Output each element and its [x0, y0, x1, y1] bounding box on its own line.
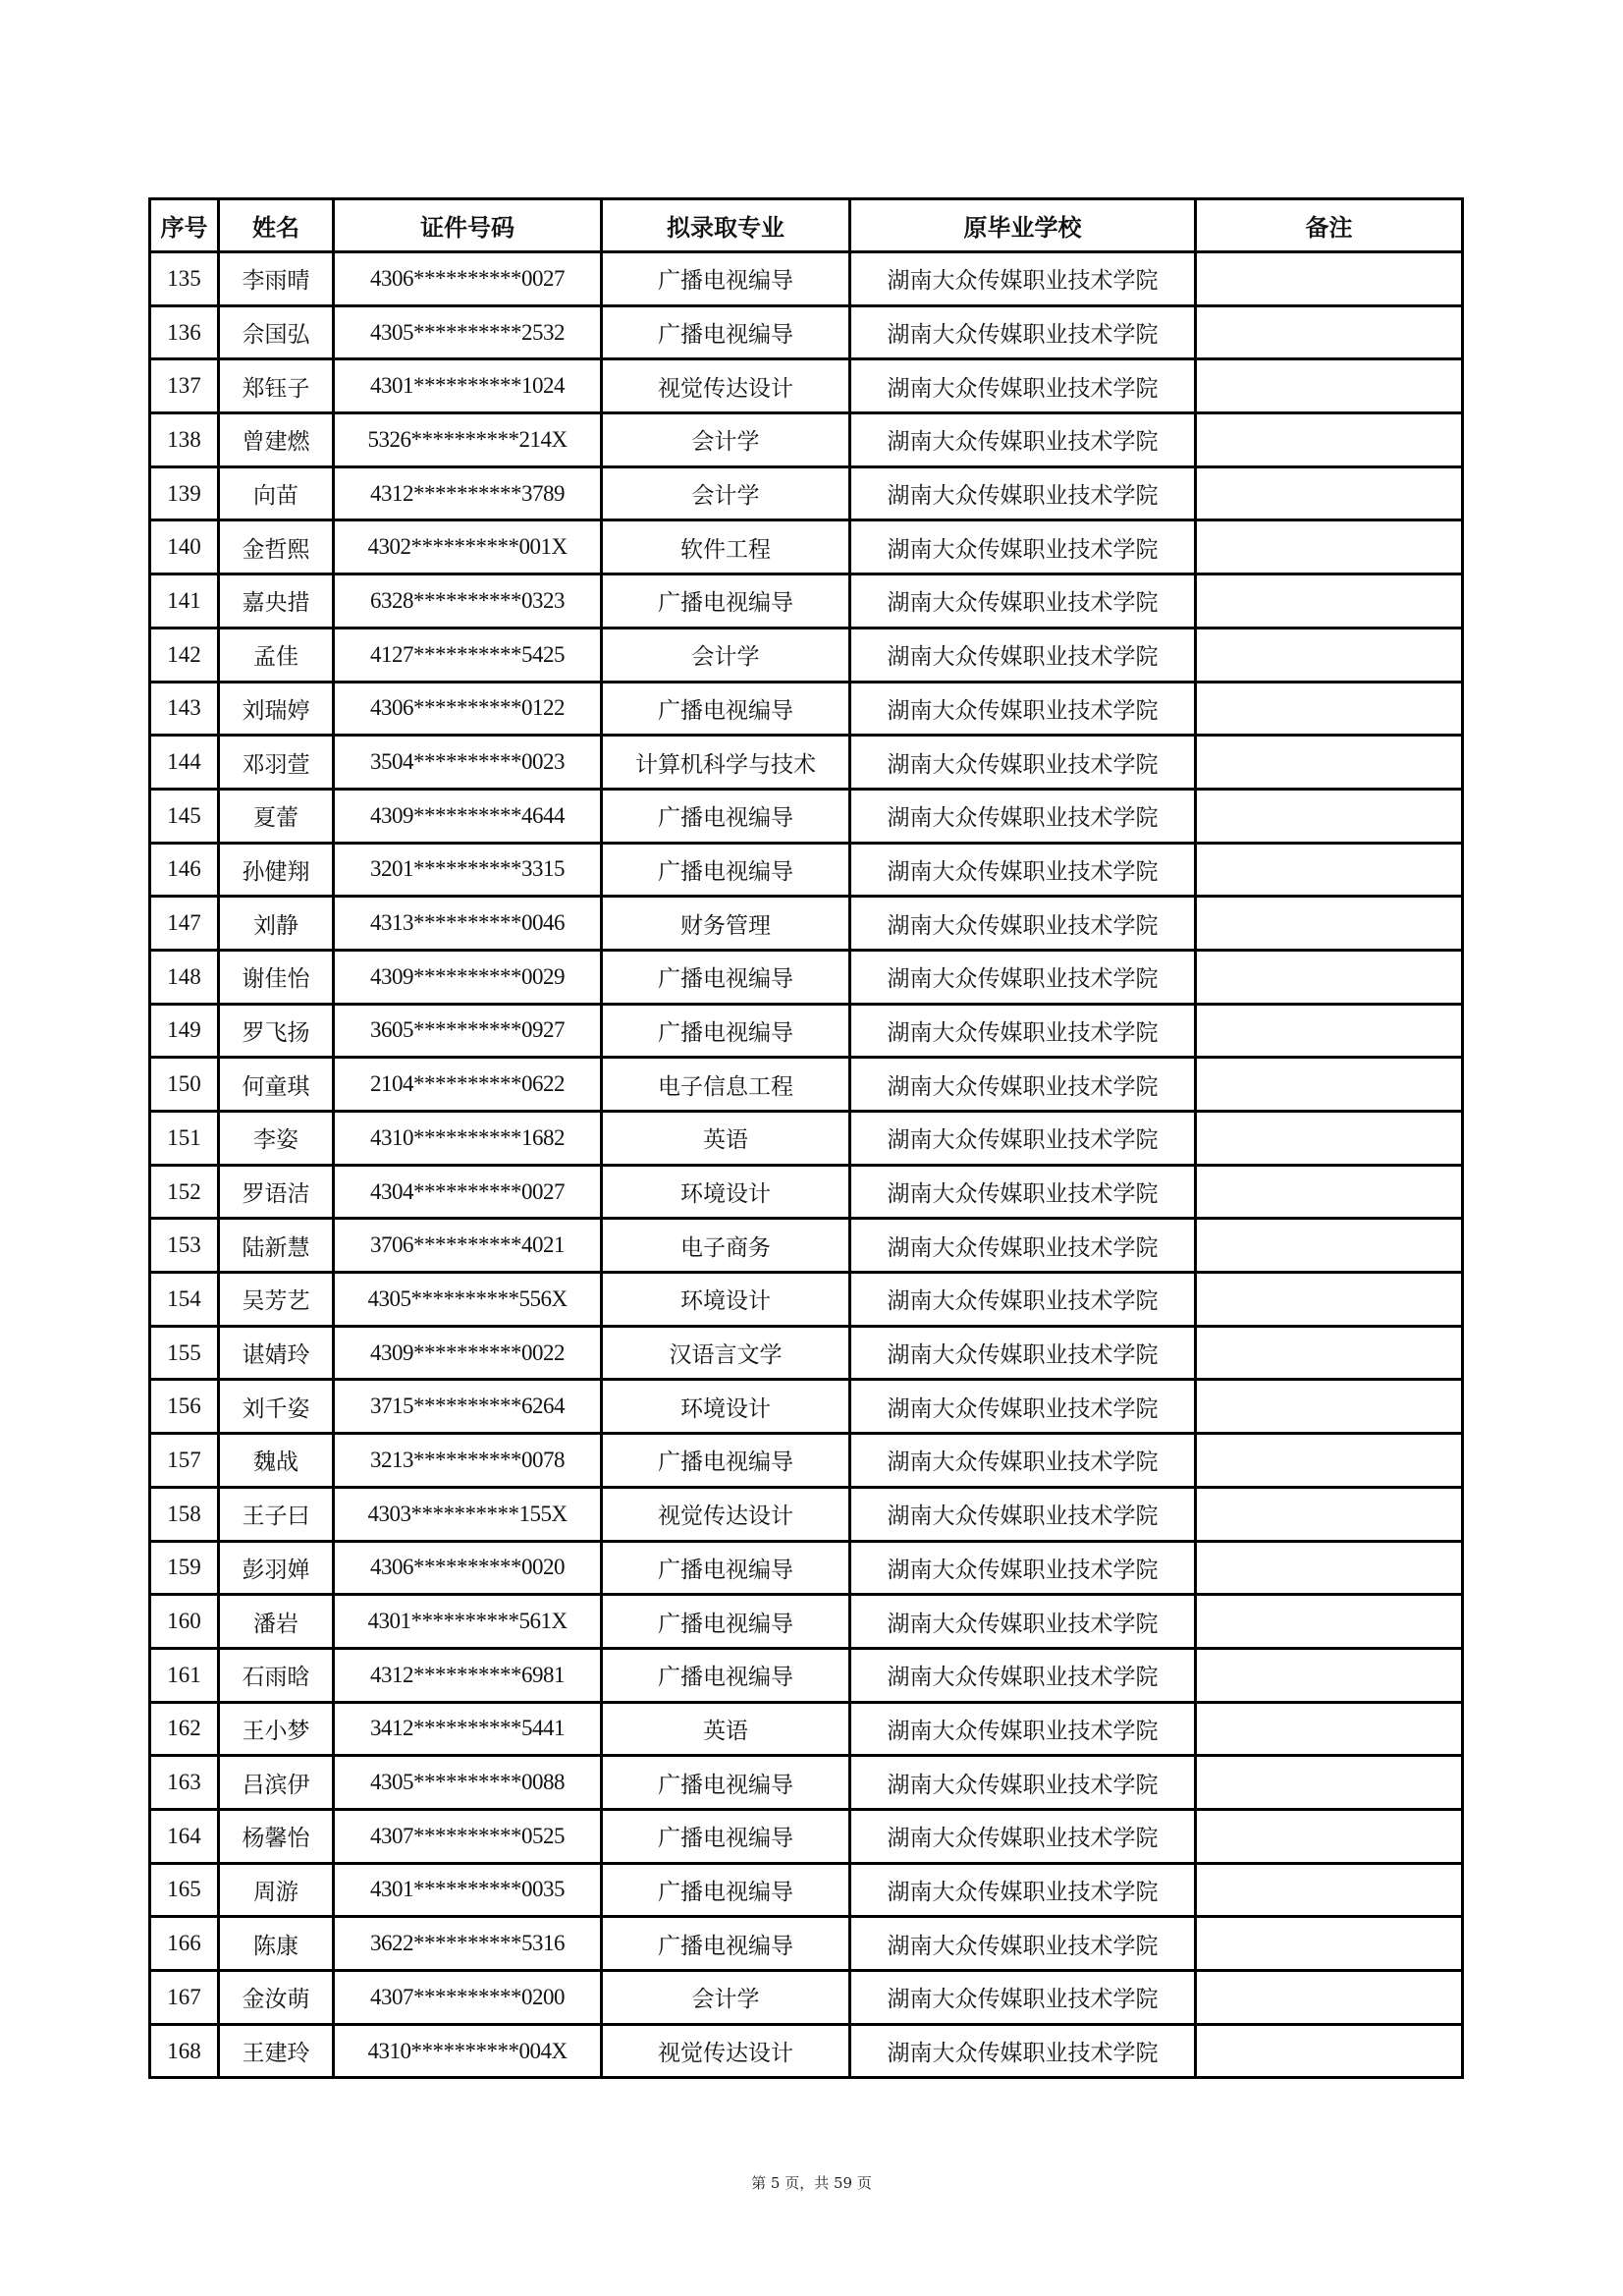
table-row	[150, 1004, 1463, 1058]
cell-admitted-major: 会计学	[602, 466, 850, 520]
cell-serial-number: 145	[150, 789, 219, 843]
cell-admitted-major: 英语	[602, 1112, 850, 1166]
cell-serial-number: 167	[150, 1971, 219, 2025]
cell-id-number: 4301**********1024	[334, 359, 602, 413]
cell-admitted-major: 环境设计	[602, 1380, 850, 1434]
cell-graduated-school: 湖南大众传媒职业技术学院	[850, 1165, 1196, 1219]
cell-admitted-major: 软件工程	[602, 520, 850, 574]
table-row	[150, 950, 1463, 1004]
cell-name: 孟佳	[219, 628, 334, 682]
cell-name: 潘岩	[219, 1595, 334, 1649]
cell-id-number: 4310**********1682	[334, 1112, 602, 1166]
cell-id-number: 2104**********0622	[334, 1058, 602, 1112]
cell-name: 王小梦	[219, 1702, 334, 1756]
table-row	[150, 1219, 1463, 1273]
cell-admitted-major: 环境设计	[602, 1273, 850, 1327]
cell-admitted-major: 电子信息工程	[602, 1058, 850, 1112]
cell-remarks	[1196, 305, 1463, 359]
cell-remarks	[1196, 574, 1463, 629]
cell-remarks	[1196, 252, 1463, 306]
cell-graduated-school: 湖南大众传媒职业技术学院	[850, 252, 1196, 306]
cell-serial-number: 144	[150, 736, 219, 790]
cell-remarks	[1196, 466, 1463, 520]
cell-graduated-school: 湖南大众传媒职业技术学院	[850, 1917, 1196, 1971]
header-name: 姓名	[219, 199, 334, 252]
cell-serial-number: 151	[150, 1112, 219, 1166]
cell-id-number: 4306**********0027	[334, 252, 602, 306]
table-row	[150, 1863, 1463, 1917]
cell-serial-number: 137	[150, 359, 219, 413]
cell-name: 刘瑞婷	[219, 682, 334, 736]
cell-name: 罗飞扬	[219, 1004, 334, 1058]
cell-serial-number: 163	[150, 1756, 219, 1810]
table-row	[150, 1756, 1463, 1810]
cell-remarks	[1196, 1434, 1463, 1488]
cell-id-number: 4312**********6981	[334, 1648, 602, 1702]
cell-id-number: 4313**********0046	[334, 897, 602, 951]
table-row	[150, 789, 1463, 843]
cell-graduated-school: 湖南大众传媒职业技术学院	[850, 1058, 1196, 1112]
cell-id-number: 3213**********0078	[334, 1434, 602, 1488]
cell-graduated-school: 湖南大众传媒职业技术学院	[850, 466, 1196, 520]
cell-name: 魏战	[219, 1434, 334, 1488]
cell-serial-number: 166	[150, 1917, 219, 1971]
cell-admitted-major: 广播电视编导	[602, 843, 850, 897]
cell-name: 陆新慧	[219, 1219, 334, 1273]
cell-admitted-major: 会计学	[602, 413, 850, 467]
cell-id-number: 4303**********155X	[334, 1487, 602, 1541]
cell-graduated-school: 湖南大众传媒职业技术学院	[850, 574, 1196, 629]
cell-remarks	[1196, 1380, 1463, 1434]
cell-serial-number: 143	[150, 682, 219, 736]
table-row	[150, 1487, 1463, 1541]
table-row	[150, 1971, 1463, 2025]
cell-serial-number: 146	[150, 843, 219, 897]
table-body	[150, 252, 1463, 2078]
cell-name: 罗语洁	[219, 1165, 334, 1219]
cell-name: 金哲熙	[219, 520, 334, 574]
table-row	[150, 1434, 1463, 1488]
cell-remarks	[1196, 1863, 1463, 1917]
cell-graduated-school: 湖南大众传媒职业技术学院	[850, 682, 1196, 736]
cell-name: 彭羽婵	[219, 1541, 334, 1595]
cell-remarks	[1196, 1165, 1463, 1219]
cell-name: 何童琪	[219, 1058, 334, 1112]
cell-admitted-major: 广播电视编导	[602, 789, 850, 843]
cell-remarks	[1196, 1058, 1463, 1112]
table-row	[150, 1917, 1463, 1971]
table-row	[150, 843, 1463, 897]
cell-id-number: 4305**********0088	[334, 1756, 602, 1810]
cell-id-number: 4309**********0029	[334, 950, 602, 1004]
table-row	[150, 1165, 1463, 1219]
cell-serial-number: 161	[150, 1648, 219, 1702]
cell-serial-number: 156	[150, 1380, 219, 1434]
cell-id-number: 4304**********0027	[334, 1165, 602, 1219]
cell-serial-number: 153	[150, 1219, 219, 1273]
cell-serial-number: 149	[150, 1004, 219, 1058]
cell-serial-number: 148	[150, 950, 219, 1004]
header-admitted-major: 拟录取专业	[602, 199, 850, 252]
cell-serial-number: 159	[150, 1541, 219, 1595]
cell-id-number: 3715**********6264	[334, 1380, 602, 1434]
table-row	[150, 305, 1463, 359]
header-serial-number: 序号	[150, 199, 219, 252]
cell-admitted-major: 广播电视编导	[602, 305, 850, 359]
cell-remarks	[1196, 1648, 1463, 1702]
cell-id-number: 4302**********001X	[334, 520, 602, 574]
cell-name: 夏蕾	[219, 789, 334, 843]
cell-name: 孙健翔	[219, 843, 334, 897]
cell-serial-number: 157	[150, 1434, 219, 1488]
cell-name: 吴芳艺	[219, 1273, 334, 1327]
cell-graduated-school: 湖南大众传媒职业技术学院	[850, 1541, 1196, 1595]
cell-remarks	[1196, 897, 1463, 951]
cell-serial-number: 154	[150, 1273, 219, 1327]
cell-serial-number: 139	[150, 466, 219, 520]
cell-graduated-school: 湖南大众传媒职业技术学院	[850, 1004, 1196, 1058]
cell-admitted-major: 会计学	[602, 628, 850, 682]
cell-name: 石雨晗	[219, 1648, 334, 1702]
cell-serial-number: 141	[150, 574, 219, 629]
cell-graduated-school: 湖南大众传媒职业技术学院	[850, 628, 1196, 682]
cell-remarks	[1196, 1702, 1463, 1756]
table-row	[150, 1648, 1463, 1702]
cell-admitted-major: 英语	[602, 1702, 850, 1756]
cell-admitted-major: 广播电视编导	[602, 1434, 850, 1488]
cell-graduated-school: 湖南大众传媒职业技术学院	[850, 1595, 1196, 1649]
cell-graduated-school: 湖南大众传媒职业技术学院	[850, 1756, 1196, 1810]
cell-id-number: 4301**********561X	[334, 1595, 602, 1649]
cell-graduated-school: 湖南大众传媒职业技术学院	[850, 950, 1196, 1004]
admission-roster-table	[148, 197, 1464, 2079]
cell-name: 谢佳怡	[219, 950, 334, 1004]
cell-admitted-major: 广播电视编导	[602, 1863, 850, 1917]
cell-id-number: 3706**********4021	[334, 1219, 602, 1273]
cell-remarks	[1196, 1971, 1463, 2025]
table-row	[150, 1380, 1463, 1434]
cell-name: 谌婧玲	[219, 1326, 334, 1380]
cell-id-number: 4309**********0022	[334, 1326, 602, 1380]
header-id-number: 证件号码	[334, 199, 602, 252]
cell-admitted-major: 广播电视编导	[602, 1004, 850, 1058]
cell-remarks	[1196, 1219, 1463, 1273]
cell-admitted-major: 广播电视编导	[602, 950, 850, 1004]
cell-name: 刘千姿	[219, 1380, 334, 1434]
cell-admitted-major: 电子商务	[602, 1219, 850, 1273]
cell-admitted-major: 视觉传达设计	[602, 359, 850, 413]
cell-graduated-school: 湖南大众传媒职业技术学院	[850, 1648, 1196, 1702]
cell-id-number: 4307**********0525	[334, 1809, 602, 1863]
cell-name: 佘国弘	[219, 305, 334, 359]
cell-graduated-school: 湖南大众传媒职业技术学院	[850, 1273, 1196, 1327]
cell-graduated-school: 湖南大众传媒职业技术学院	[850, 305, 1196, 359]
cell-admitted-major: 广播电视编导	[602, 1648, 850, 1702]
cell-name: 李雨晴	[219, 252, 334, 306]
table-row	[150, 1112, 1463, 1166]
cell-name: 郑钰子	[219, 359, 334, 413]
cell-id-number: 4305**********2532	[334, 305, 602, 359]
table-row	[150, 1541, 1463, 1595]
cell-name: 王子曰	[219, 1487, 334, 1541]
cell-serial-number: 168	[150, 2024, 219, 2078]
cell-admitted-major: 视觉传达设计	[602, 2024, 850, 2078]
table-row	[150, 359, 1463, 413]
cell-graduated-school: 湖南大众传媒职业技术学院	[850, 897, 1196, 951]
cell-serial-number: 147	[150, 897, 219, 951]
header-remarks: 备注	[1196, 199, 1463, 252]
cell-remarks	[1196, 1004, 1463, 1058]
cell-remarks	[1196, 413, 1463, 467]
page-number-footer: 第 5 页，共 59 页	[751, 2174, 872, 2192]
cell-admitted-major: 环境设计	[602, 1165, 850, 1219]
cell-name: 嘉央措	[219, 574, 334, 629]
cell-name: 吕滨伊	[219, 1756, 334, 1810]
cell-admitted-major: 会计学	[602, 1971, 850, 2025]
cell-remarks	[1196, 1809, 1463, 1863]
cell-admitted-major: 广播电视编导	[602, 682, 850, 736]
cell-serial-number: 142	[150, 628, 219, 682]
cell-remarks	[1196, 1112, 1463, 1166]
cell-admitted-major: 计算机科学与技术	[602, 736, 850, 790]
cell-serial-number: 138	[150, 413, 219, 467]
table-row	[150, 1809, 1463, 1863]
cell-id-number: 3412**********5441	[334, 1702, 602, 1756]
cell-graduated-school: 湖南大众传媒职业技术学院	[850, 1487, 1196, 1541]
table-row	[150, 1595, 1463, 1649]
cell-serial-number: 162	[150, 1702, 219, 1756]
cell-name: 刘静	[219, 897, 334, 951]
table-row	[150, 628, 1463, 682]
cell-id-number: 4307**********0200	[334, 1971, 602, 2025]
cell-remarks	[1196, 843, 1463, 897]
cell-name: 邓羽萱	[219, 736, 334, 790]
cell-remarks	[1196, 2024, 1463, 2078]
table-row	[150, 2024, 1463, 2078]
cell-graduated-school: 湖南大众传媒职业技术学院	[850, 1112, 1196, 1166]
cell-graduated-school: 湖南大众传媒职业技术学院	[850, 843, 1196, 897]
cell-remarks	[1196, 1917, 1463, 1971]
table-row	[150, 1702, 1463, 1756]
table-row	[150, 1326, 1463, 1380]
cell-remarks	[1196, 1273, 1463, 1327]
cell-admitted-major: 汉语言文学	[602, 1326, 850, 1380]
cell-id-number: 4306**********0122	[334, 682, 602, 736]
cell-id-number: 6328**********0323	[334, 574, 602, 629]
cell-graduated-school: 湖南大众传媒职业技术学院	[850, 359, 1196, 413]
cell-graduated-school: 湖南大众传媒职业技术学院	[850, 789, 1196, 843]
cell-remarks	[1196, 950, 1463, 1004]
table-row	[150, 736, 1463, 790]
cell-admitted-major: 广播电视编导	[602, 1595, 850, 1649]
cell-remarks	[1196, 1487, 1463, 1541]
cell-remarks	[1196, 1326, 1463, 1380]
cell-graduated-school: 湖南大众传媒职业技术学院	[850, 1219, 1196, 1273]
cell-admitted-major: 广播电视编导	[602, 574, 850, 629]
cell-serial-number: 160	[150, 1595, 219, 1649]
cell-name: 陈康	[219, 1917, 334, 1971]
table-row	[150, 1273, 1463, 1327]
cell-remarks	[1196, 628, 1463, 682]
cell-serial-number: 158	[150, 1487, 219, 1541]
table-row	[150, 413, 1463, 467]
cell-graduated-school: 湖南大众传媒职业技术学院	[850, 1434, 1196, 1488]
cell-remarks	[1196, 1595, 1463, 1649]
cell-graduated-school: 湖南大众传媒职业技术学院	[850, 1380, 1196, 1434]
cell-remarks	[1196, 1756, 1463, 1810]
cell-serial-number: 136	[150, 305, 219, 359]
cell-serial-number: 165	[150, 1863, 219, 1917]
cell-id-number: 4310**********004X	[334, 2024, 602, 2078]
cell-id-number: 4306**********0020	[334, 1541, 602, 1595]
cell-admitted-major: 广播电视编导	[602, 1917, 850, 1971]
header-graduated-school: 原毕业学校	[850, 199, 1196, 252]
cell-id-number: 3504**********0023	[334, 736, 602, 790]
cell-id-number: 3622**********5316	[334, 1917, 602, 1971]
cell-graduated-school: 湖南大众传媒职业技术学院	[850, 1326, 1196, 1380]
cell-graduated-school: 湖南大众传媒职业技术学院	[850, 736, 1196, 790]
cell-admitted-major: 广播电视编导	[602, 1809, 850, 1863]
cell-id-number: 4309**********4644	[334, 789, 602, 843]
cell-admitted-major: 广播电视编导	[602, 1541, 850, 1595]
cell-admitted-major: 财务管理	[602, 897, 850, 951]
cell-id-number: 4301**********0035	[334, 1863, 602, 1917]
table-row	[150, 520, 1463, 574]
cell-graduated-school: 湖南大众传媒职业技术学院	[850, 1971, 1196, 2025]
cell-graduated-school: 湖南大众传媒职业技术学院	[850, 1809, 1196, 1863]
table-row	[150, 252, 1463, 306]
cell-name: 李姿	[219, 1112, 334, 1166]
cell-graduated-school: 湖南大众传媒职业技术学院	[850, 1702, 1196, 1756]
cell-remarks	[1196, 359, 1463, 413]
cell-id-number: 4312**********3789	[334, 466, 602, 520]
table-row	[150, 574, 1463, 629]
cell-serial-number: 152	[150, 1165, 219, 1219]
cell-name: 周游	[219, 1863, 334, 1917]
table-row	[150, 897, 1463, 951]
cell-id-number: 5326**********214X	[334, 413, 602, 467]
cell-graduated-school: 湖南大众传媒职业技术学院	[850, 2024, 1196, 2078]
cell-serial-number: 164	[150, 1809, 219, 1863]
cell-graduated-school: 湖南大众传媒职业技术学院	[850, 520, 1196, 574]
cell-name: 杨馨怡	[219, 1809, 334, 1863]
cell-name: 王建玲	[219, 2024, 334, 2078]
cell-remarks	[1196, 520, 1463, 574]
cell-serial-number: 135	[150, 252, 219, 306]
cell-remarks	[1196, 736, 1463, 790]
cell-admitted-major: 视觉传达设计	[602, 1487, 850, 1541]
cell-name: 向苗	[219, 466, 334, 520]
cell-serial-number: 140	[150, 520, 219, 574]
cell-id-number: 3605**********0927	[334, 1004, 602, 1058]
cell-remarks	[1196, 789, 1463, 843]
table-header-row	[150, 199, 1463, 252]
cell-id-number: 4305**********556X	[334, 1273, 602, 1327]
table-row	[150, 682, 1463, 736]
cell-remarks	[1196, 1541, 1463, 1595]
cell-admitted-major: 广播电视编导	[602, 1756, 850, 1810]
cell-graduated-school: 湖南大众传媒职业技术学院	[850, 413, 1196, 467]
cell-remarks	[1196, 682, 1463, 736]
cell-graduated-school: 湖南大众传媒职业技术学院	[850, 1863, 1196, 1917]
table-row	[150, 466, 1463, 520]
cell-name: 金汝萌	[219, 1971, 334, 2025]
cell-serial-number: 155	[150, 1326, 219, 1380]
cell-serial-number: 150	[150, 1058, 219, 1112]
table-row	[150, 1058, 1463, 1112]
cell-admitted-major: 广播电视编导	[602, 252, 850, 306]
cell-name: 曾建燃	[219, 413, 334, 467]
cell-id-number: 3201**********3315	[334, 843, 602, 897]
cell-id-number: 4127**********5425	[334, 628, 602, 682]
